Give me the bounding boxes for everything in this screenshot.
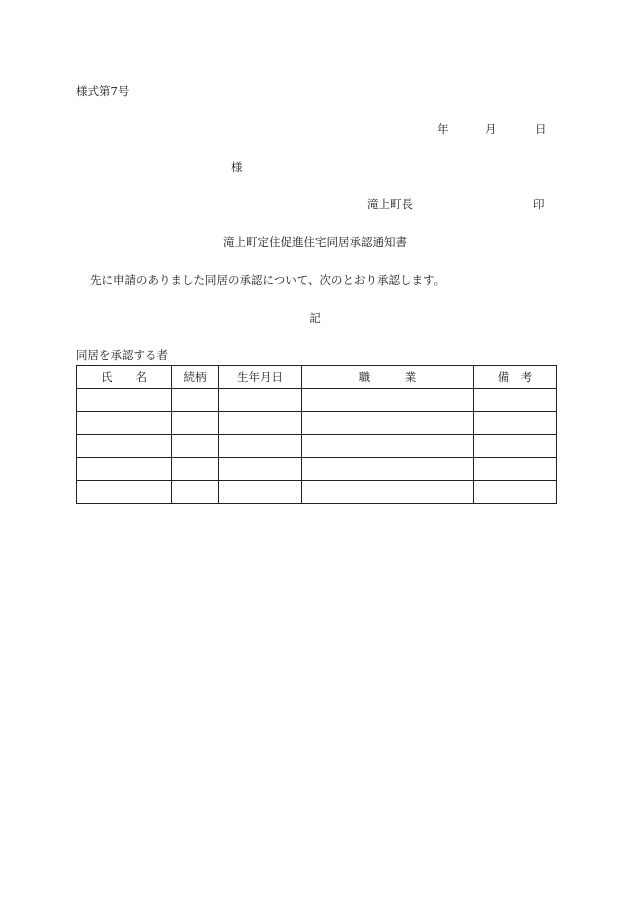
- issuer-name: 滝上町長: [367, 197, 413, 211]
- header-occupation: 職 業: [302, 366, 474, 389]
- cell-birthdate: [219, 389, 302, 412]
- cell-remarks: [474, 481, 557, 504]
- ki-heading: 記: [309, 311, 321, 325]
- cell-birthdate: [219, 481, 302, 504]
- cohabitant-table: [76, 365, 557, 504]
- cell-relationship: [172, 458, 219, 481]
- cell-remarks: [474, 458, 557, 481]
- cell-relationship: [172, 412, 219, 435]
- body-text: 先に申請のありました同居の承認について、次のとおり承認します。: [90, 273, 446, 287]
- date-year-label: 年: [437, 122, 449, 136]
- date-month-label: 月: [485, 122, 497, 136]
- addressee-suffix: 様: [231, 160, 243, 174]
- header-remarks: 備 考: [474, 366, 557, 389]
- cell-relationship: [172, 435, 219, 458]
- table-row: [77, 389, 557, 412]
- cell-birthdate: [219, 435, 302, 458]
- cell-relationship: [172, 481, 219, 504]
- header-birthdate: 生年月日: [219, 366, 302, 389]
- cell-name: [77, 481, 172, 504]
- table-row: [77, 412, 557, 435]
- cell-name: [77, 389, 172, 412]
- table-row: [77, 458, 557, 481]
- table-row: [77, 435, 557, 458]
- table-header-row: [77, 366, 557, 389]
- cell-name: [77, 412, 172, 435]
- seal-mark: 印: [533, 197, 545, 211]
- cell-relationship: [172, 389, 219, 412]
- table-row: [77, 481, 557, 504]
- cell-occupation: [302, 481, 474, 504]
- cell-name: [77, 435, 172, 458]
- document-title: 滝上町定住促進住宅同居承認通知書: [223, 235, 407, 249]
- cell-birthdate: [219, 412, 302, 435]
- cell-occupation: [302, 435, 474, 458]
- table-body: [77, 389, 557, 504]
- cell-birthdate: [219, 458, 302, 481]
- cell-remarks: [474, 389, 557, 412]
- form-number: 様式第7号: [76, 84, 130, 98]
- header-relationship: 続柄: [172, 366, 219, 389]
- table-caption: 同居を承認する者: [76, 348, 168, 362]
- cell-remarks: [474, 435, 557, 458]
- date-day-label: 日: [535, 122, 547, 136]
- cell-occupation: [302, 412, 474, 435]
- cell-remarks: [474, 412, 557, 435]
- cell-name: [77, 458, 172, 481]
- header-name: 氏 名: [77, 366, 172, 389]
- cell-occupation: [302, 389, 474, 412]
- cell-occupation: [302, 458, 474, 481]
